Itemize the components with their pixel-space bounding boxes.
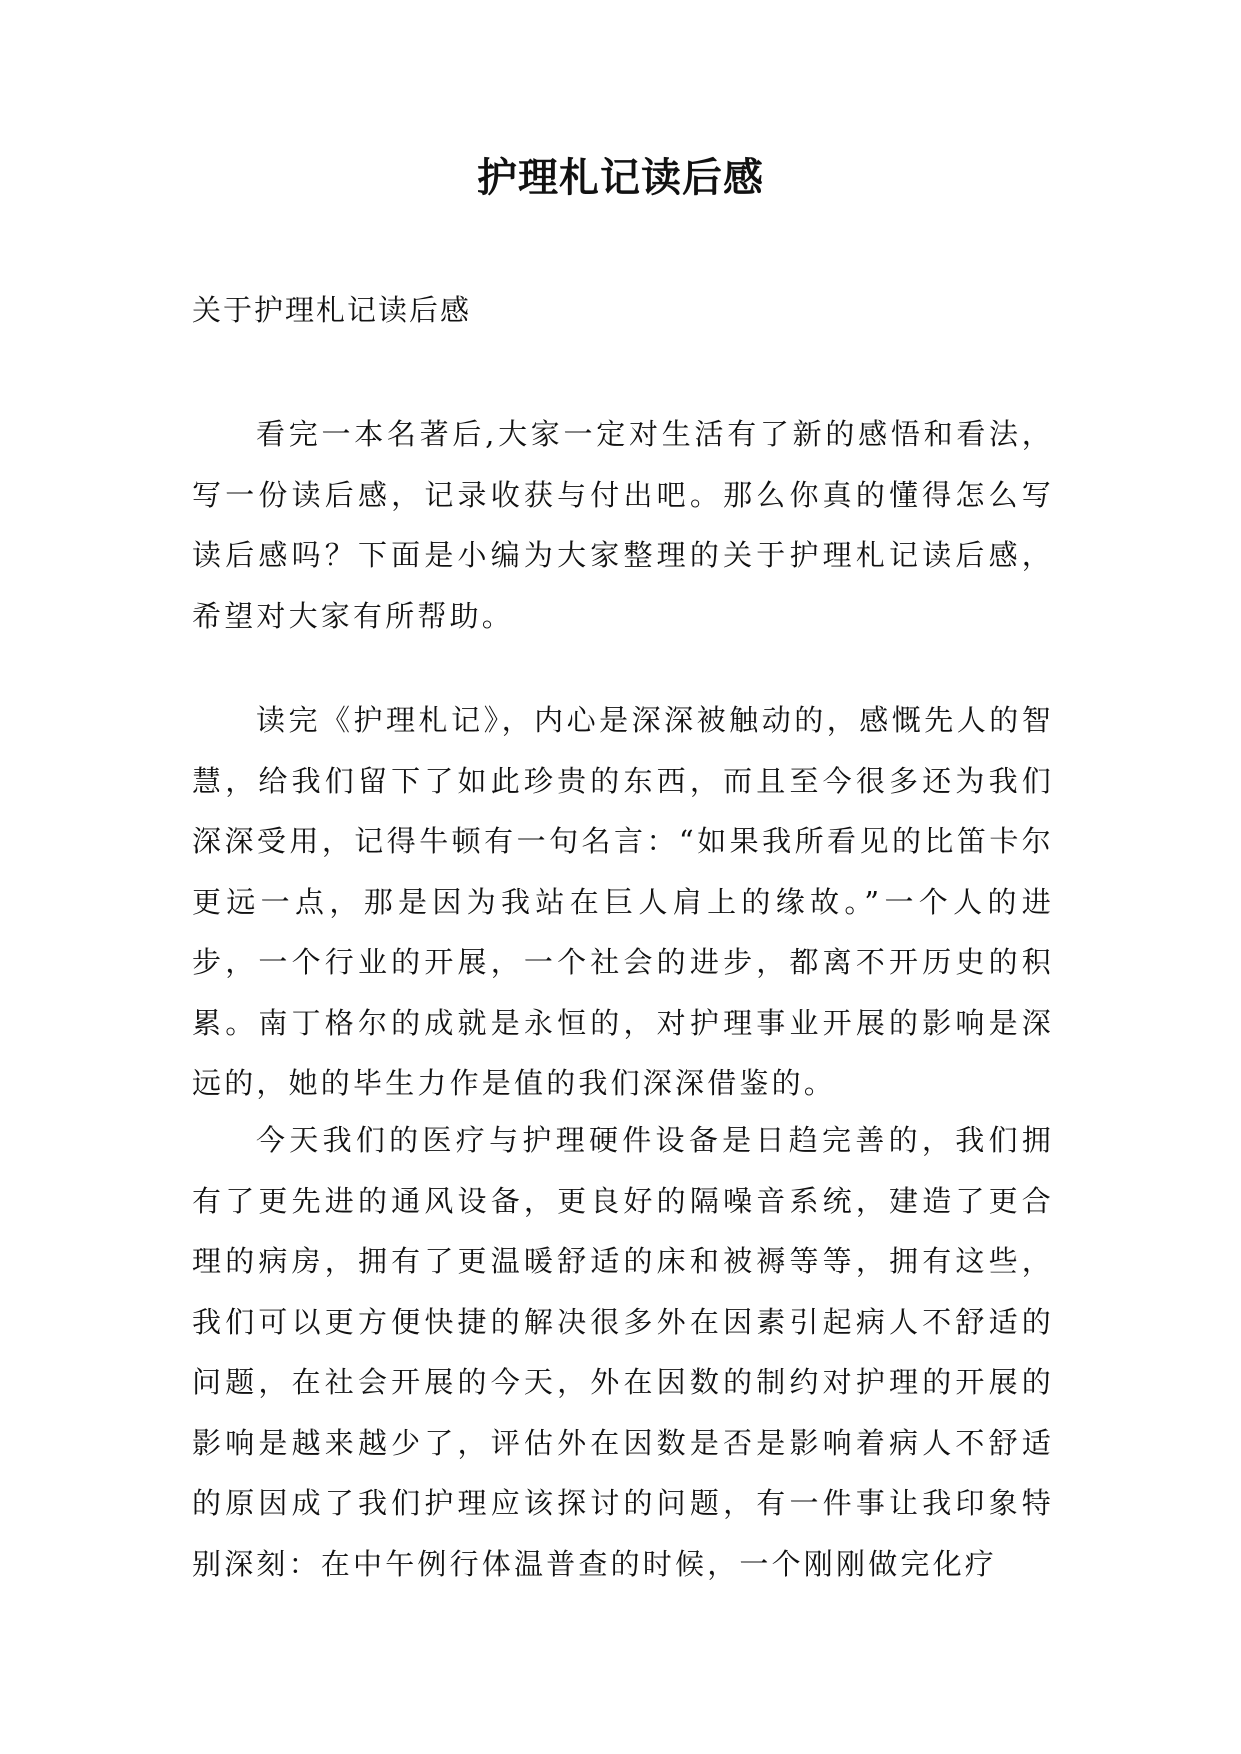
- paragraph-body-2: 今天我们的医疗与护理硬件设备是日趋完善的，我们拥有了更先进的通风设备，更良好的隔噪音系统，建造了更合理的病房，拥有了更温暖舒适的床和被褥等等，拥有这些，我们可以更方便快捷的解决很多外在因素引起病人不舒适的问题，在社会开展的今天，外在因数的制约对护理的开展的影响是越来越少了，评估外在因数是否是影响着病人不舒适的原因成了我们护理应该探讨的问题，有一件事让我印象特别深刻：在中午例行体温普查的时候，一个刚刚做完化疗: [192, 1123, 1054, 1581]
- paragraph-intro: 看完一本名著后,大家一定对生活有了新的感悟和看法，写一份读后感，记录收获与付出吧。那么你真的懂得怎么写读后感吗？下面是小编为大家整理的关于护理札记读后感，希望对大家有所帮助。: [192, 417, 1054, 633]
- document-title: 护理札记读后感: [477, 154, 764, 201]
- paragraph-body-1: 读完《护理札记》，内心是深深被触动的，感慨先人的智慧，给我们留下了如此珍贵的东西，而且至今很多还为我们深深受用，记得牛顿有一句名言：“如果我所看见的比笛卡尔更远一点，那是因为我站在巨人肩上的缘故。”一个人的进步，一个行业的开展，一个社会的进步，都离不开历史的积累。南丁格尔的成就是永恒的，对护理事业开展的影响是深远的，她的毕生力作是值的我们深深借鉴的。: [192, 703, 1054, 1100]
- document-subtitle: 关于护理札记读后感: [192, 293, 472, 327]
